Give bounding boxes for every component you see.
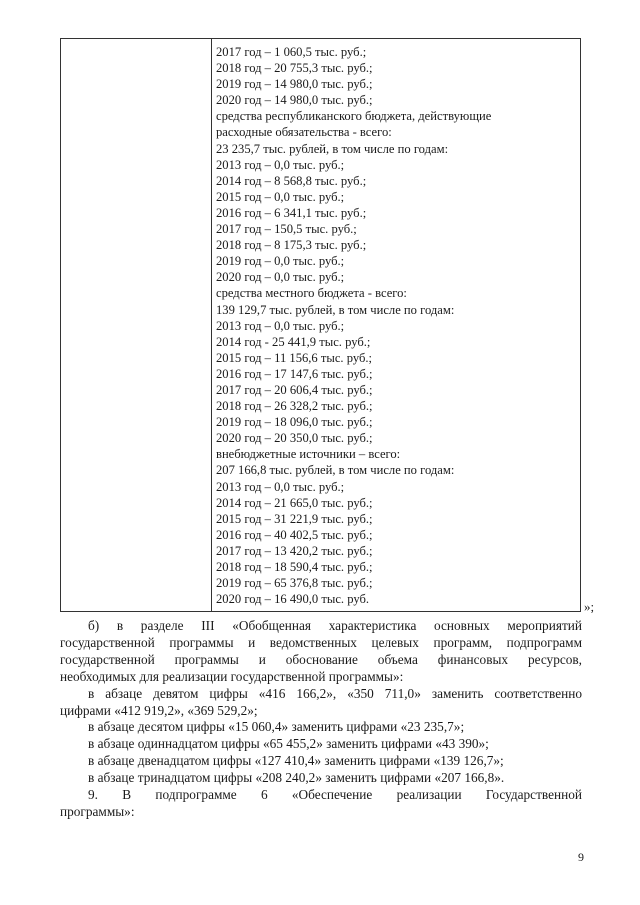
paragraph-b-line: необходимых для реализации государственной программы»: [60, 668, 404, 684]
funding-line: 2014 год – 21 665,0 тыс. руб.; [216, 495, 373, 510]
funding-line: 2017 год – 20 606,4 тыс. руб.; [216, 382, 373, 397]
funding-line: 2019 год – 14 980,0 тыс. руб.; [216, 77, 373, 92]
item-nine-line: 9. В подпрограмме 6 «Обеспечение реализации Государственной [88, 787, 582, 803]
funding-line: 2016 год – 40 402,5 тыс. руб.; [216, 527, 373, 542]
funding-line: 2017 год – 13 420,2 тыс. руб.; [216, 543, 373, 558]
funding-line: 2016 год – 17 147,6 тыс. руб.; [216, 366, 373, 381]
funding-line: средства республиканского бюджета, действующие [216, 109, 492, 124]
funding-line: 2013 год – 0,0 тыс. руб.; [216, 318, 345, 333]
funding-line: 2019 год – 0,0 тыс. руб.; [216, 254, 345, 269]
paragraph-b-line: государственной программы и ведомственных целевых программ, подпрограмм [60, 634, 582, 650]
funding-line: 2015 год – 11 156,6 тыс. руб.; [216, 350, 373, 365]
funding-line: 2018 год – 26 328,2 тыс. руб.; [216, 399, 373, 414]
funding-line: 207 166,8 тыс. рублей, в том числе по годам: [216, 463, 455, 478]
funding-lines [216, 44, 576, 607]
closing-quote: »; [584, 599, 595, 614]
paragraph-eleventh: в абзаце одиннадцатом цифры «65 455,2» заменить цифрами «43 390»; [88, 736, 489, 752]
paragraph-tenth: в абзаце десятом цифры «15 060,4» заменить цифрами «23 235,7»; [88, 719, 465, 735]
paragraph-ninth-line: цифрами «412 919,2», «369 529,2»; [60, 702, 258, 718]
paragraph-b-line: б) в разделе III «Обобщенная характеристика основных мероприятий [88, 618, 582, 633]
paragraph-ninth-line: в абзаце девятом цифры «416 166,2», «350 711,0» заменить соответственно [88, 685, 582, 701]
funding-line: расходные обязательства - всего: [216, 125, 392, 140]
budget-table [60, 38, 581, 612]
body-text [60, 618, 582, 821]
funding-line: 2020 год – 16 490,0 тыс. руб. [216, 592, 370, 607]
funding-line: 2016 год – 6 341,1 тыс. руб.; [216, 205, 367, 220]
funding-line: 2020 год – 20 350,0 тыс. руб.; [216, 431, 373, 446]
funding-line: 2018 год – 8 175,3 тыс. руб.; [216, 238, 367, 253]
funding-line: 2019 год – 65 376,8 тыс. руб.; [216, 576, 373, 591]
funding-line: 2015 год – 31 221,9 тыс. руб.; [216, 511, 373, 526]
funding-line: средства местного бюджета - всего: [216, 286, 407, 301]
funding-line: 2018 год – 20 755,3 тыс. руб.; [216, 61, 373, 76]
funding-line: 23 235,7 тыс. рублей, в том числе по годам: [216, 141, 449, 156]
funding-line: 2017 год – 150,5 тыс. руб.; [216, 222, 357, 237]
page-number: 9 [578, 850, 584, 864]
funding-line: 2020 год – 0,0 тыс. руб.; [216, 270, 345, 285]
funding-line: 2018 год – 18 590,4 тыс. руб.; [216, 560, 373, 574]
funding-line: 2019 год – 18 096,0 тыс. руб.; [216, 415, 373, 430]
funding-line: 2013 год – 0,0 тыс. руб.; [216, 479, 345, 494]
funding-line: 2014 год – 8 568,8 тыс. руб.; [216, 173, 367, 188]
funding-line: 139 129,7 тыс. рублей, в том числе по годам: [216, 302, 455, 317]
funding-line: 2017 год – 1 060,5 тыс. руб.; [216, 45, 367, 59]
funding-line: 2020 год – 14 980,0 тыс. руб.; [216, 93, 373, 108]
paragraph-twelfth: в абзаце двенадцатом цифры «127 410,4» заменить цифрами «139 126,7»; [88, 753, 504, 769]
paragraph-thirteenth: в абзаце тринадцатом цифры «208 240,2» заменить цифрами «207 166,8». [88, 770, 505, 786]
paragraph-b-line: государственной программы и обоснование объема финансовых ресурсов, [60, 651, 582, 667]
funding-line: 2013 год – 0,0 тыс. руб.; [216, 157, 345, 172]
item-nine-line: программы»: [60, 803, 135, 819]
column-divider [211, 39, 212, 611]
funding-line: внебюджетные источники – всего: [216, 447, 401, 462]
funding-line: 2014 год - 25 441,9 тыс. руб.; [216, 334, 371, 349]
funding-line: 2015 год – 0,0 тыс. руб.; [216, 189, 345, 204]
